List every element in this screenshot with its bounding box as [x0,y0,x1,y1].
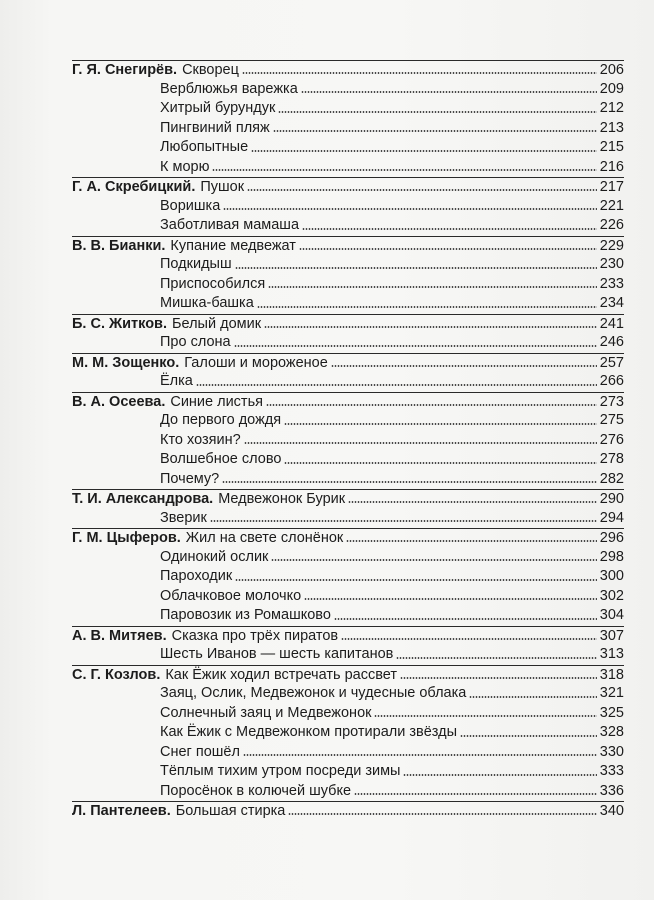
toc-sub-entry [72,431,624,451]
toc-title: Воришка [160,197,221,214]
toc-title: Волшебное слово [160,451,282,467]
dot-leader [354,792,597,796]
dot-leader [266,403,597,407]
toc-page-number: 230 [599,256,624,272]
toc-sub-entry [72,567,624,587]
toc-author-name: В. А. Осеева. [72,393,166,410]
toc-sub-entry [72,197,624,217]
dot-leader [278,110,596,114]
toc-sub-entry [72,275,624,295]
dot-leader [210,519,597,523]
toc-page-number: 216 [599,158,624,175]
dot-leader [244,441,597,445]
toc-page-number: 333 [599,763,624,779]
toc-page-number: 217 [599,179,624,195]
toc-author-name: М. М. Зощенко. [72,354,180,371]
toc-title: Как Ёжик с Медвежонком протирали звёзды [160,724,457,740]
toc-page-number: 278 [599,451,624,467]
toc-title: Почему? [160,470,220,487]
toc-title: Жил на свете слонёнок [185,530,344,546]
toc-page-number: 330 [599,743,624,760]
toc-sub-entry [72,372,624,392]
toc-title: Белый домик [172,315,262,332]
toc-page-number: 234 [599,295,624,311]
toc-author-entry [72,801,624,821]
dot-leader [348,500,597,504]
toc-page-number: 229 [599,237,624,254]
toc-author-entry [72,314,624,334]
toc-page-number: 328 [599,724,624,740]
toc-sub-entry [72,470,624,490]
toc-page-number: 313 [599,646,624,662]
toc-author-name: Г. М. Цыферов. [72,530,181,546]
dot-leader [242,71,597,75]
toc-title: Заботливая мамаша [160,217,300,233]
toc-author-name: Т. И. Александрова. [72,491,214,507]
toc-page-number: 246 [599,334,624,350]
toc-title: Скворец [182,62,239,78]
toc-sub-entry [72,704,624,724]
toc-title: Кто хозяин? [160,431,241,448]
toc-title: Любопытные [160,139,249,155]
toc-title: Облачковое молочко [160,587,302,604]
toc-page-number: 340 [599,803,624,819]
dot-leader [334,617,597,621]
toc-author-name: А. В. Митяев. [72,627,167,644]
toc-sub-entry [72,216,624,236]
toc-page-number: 282 [599,470,624,487]
dot-leader [257,305,597,309]
toc-author-entry [72,626,624,646]
dot-leader [341,637,597,641]
toc-sub-entry [72,606,624,626]
toc-title: Как Ёжик ходил встречать рассвет [165,666,397,683]
toc-sub-entry [72,255,624,275]
dot-leader [302,227,597,231]
toc-author-entry [72,353,624,373]
toc-title: Синие листья [170,393,263,410]
toc-title: Медвежонок Бурик [218,491,346,507]
toc-page-number: 290 [599,491,624,507]
toc-title: Солнечный заяц и Медвежонок [160,704,372,721]
toc-page-number: 336 [599,782,624,799]
toc-sub-entry [72,587,624,607]
dot-leader [460,734,597,738]
dot-leader [284,422,597,426]
toc-page-number: 212 [599,100,624,116]
dot-leader [396,656,596,660]
toc-page-number: 221 [599,197,624,214]
toc-page-number: 302 [599,587,624,604]
dot-leader [264,325,597,329]
toc-title: Купание медвежат [170,237,296,254]
toc-page-number: 233 [599,275,624,292]
dot-leader [304,597,597,601]
toc-title: Паровозик из Ромашково [160,607,331,623]
toc-sub-entry [72,743,624,763]
toc-title: Подкидыш [160,256,232,272]
toc-title: Снег пошёл [160,743,240,760]
toc-author-entry [72,177,624,197]
toc-sub-entry [72,158,624,178]
toc-title: Зверик [160,509,207,526]
toc-page-number: 318 [599,666,624,683]
toc-title: Большая стирка [175,803,286,819]
toc-title: Пароходик [160,568,233,584]
dot-leader [234,344,597,348]
dot-leader [374,714,596,718]
toc-page-number: 325 [599,704,624,721]
toc-sub-entry [72,138,624,158]
toc-page-number: 241 [599,315,624,332]
toc-page-number: 296 [599,530,624,546]
toc-title: Заяц, Ослик, Медвежонок и чудесные облака [160,685,467,701]
toc-title: Ёлка [160,373,193,389]
table-of-contents [72,60,624,821]
toc-title: Поросёнок в колючей шубке [160,782,352,799]
toc-page-number: 226 [599,217,624,233]
dot-leader [273,129,597,133]
toc-sub-entry [72,645,624,665]
toc-title: Тёплым тихим утром посреди зимы [160,763,401,779]
toc-sub-entry [72,333,624,353]
dot-leader [235,578,597,582]
toc-sub-entry [72,509,624,529]
dot-leader [331,364,597,368]
toc-page-number: 209 [599,80,624,97]
toc-sub-entry [72,723,624,743]
toc-sub-entry [72,99,624,119]
toc-page-number: 304 [599,607,624,623]
toc-title: Приспособился [160,275,266,292]
toc-author-entry [72,489,624,509]
toc-page-number: 276 [599,431,624,448]
toc-title: Одинокий ослик [160,548,269,565]
dot-leader [403,773,596,777]
dot-leader [196,383,597,387]
toc-sub-entry [72,782,624,802]
toc-author-name: Б. С. Житков. [72,315,167,332]
dot-leader [235,266,597,270]
toc-sub-entry [72,548,624,568]
toc-author-name: В. В. Бианки. [72,237,166,254]
toc-author-entry [72,392,624,412]
toc-page-number: 300 [599,568,624,584]
dot-leader [268,285,597,289]
toc-sub-entry [72,411,624,431]
toc-title: Хитрый бурундук [160,100,276,116]
dot-leader [212,168,596,172]
toc-title: Пушок [200,179,245,195]
toc-page-number: 321 [599,685,624,701]
toc-page-number: 275 [599,412,624,428]
toc-author-entry [72,665,624,685]
dot-leader [247,188,597,192]
toc-title: Галоши и мороженое [184,354,328,371]
dot-leader [243,753,597,757]
toc-author-entry [72,60,624,80]
dot-leader [223,207,597,211]
toc-sub-entry [72,684,624,704]
toc-page-number: 294 [599,509,624,526]
dot-leader [288,812,596,816]
dot-leader [222,480,597,484]
toc-author-name: Г. А. Скребицкий. [72,179,196,195]
toc-page-number: 257 [599,354,624,371]
toc-author-name: С. Г. Козлов. [72,666,161,683]
toc-page-number: 213 [599,119,624,136]
toc-page-number: 206 [599,62,624,78]
toc-sub-entry [72,119,624,139]
toc-author-entry [72,528,624,548]
toc-author-name: Г. Я. Снегирёв. [72,62,178,78]
toc-title: Пингвиний пляж [160,119,270,136]
toc-title: Про слона [160,334,231,350]
toc-sub-entry [72,762,624,782]
toc-title: До первого дождя [160,412,282,428]
toc-title: Шесть Иванов — шесть капитанов [160,646,394,662]
dot-leader [346,539,597,543]
toc-author-entry [72,236,624,256]
toc-page-number: 266 [599,373,624,389]
toc-page-number: 215 [599,139,624,155]
dot-leader [301,90,597,94]
toc-page-number: 307 [599,627,624,644]
toc-title: Мишка-башка [160,295,254,311]
dot-leader [251,149,597,153]
toc-page-number: 273 [599,393,624,410]
toc-sub-entry [72,450,624,470]
toc-author-name: Л. Пантелеев. [72,803,171,819]
toc-title: Сказка про трёх пиратов [171,627,339,644]
toc-page-number: 298 [599,548,624,565]
toc-title: К морю [160,158,210,175]
dot-leader [271,558,596,562]
dot-leader [284,461,596,465]
toc-sub-entry [72,294,624,314]
dot-leader [400,676,597,680]
toc-title: Верблюжья варежка [160,80,298,97]
toc-sub-entry [72,80,624,100]
dot-leader [299,247,597,251]
dot-leader [469,695,596,699]
